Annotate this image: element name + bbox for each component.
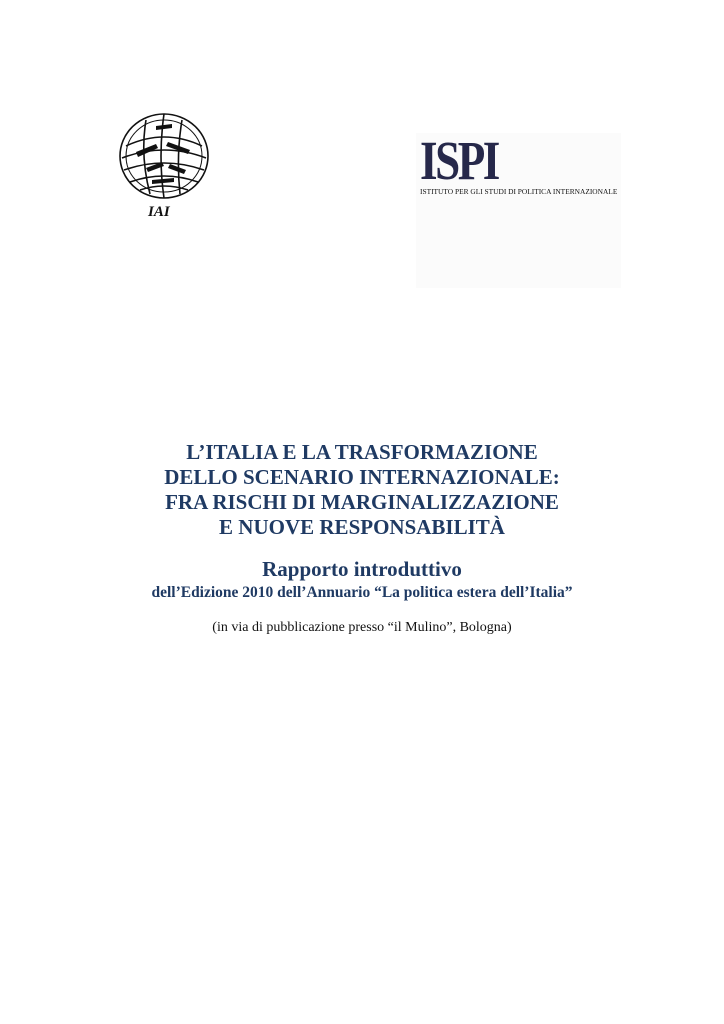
title-block (0, 440, 724, 637)
publication-note: (in via di pubblicazione presso “il Mulino”, Bologna) (212, 620, 512, 635)
iai-logo (116, 108, 212, 220)
iai-caption: IAI (148, 204, 170, 220)
ispi-logo (416, 130, 621, 288)
globe-emblem-icon (116, 108, 212, 220)
document-subtitle: Rapporto introduttivo (262, 557, 462, 581)
title-line: E NUOVE RESPONSABILITÀ (219, 515, 505, 539)
title-line: FRA RISCHI DI MARGINALIZZAZIONE (165, 490, 559, 514)
title-line: DELLO SCENARIO INTERNAZIONALE: (164, 465, 560, 489)
ispi-tagline: ISTITUTO PER GLI STUDI DI POLITICA INTERNAZIONALE (420, 187, 618, 196)
ispi-wordmark: ISPI (420, 130, 498, 191)
document-title (0, 440, 724, 540)
title-line: L’ITALIA E LA TRASFORMAZIONE (186, 440, 538, 464)
edition-line: dell’Edizione 2010 dell’Annuario “La politica estera dell’Italia” (151, 584, 573, 601)
